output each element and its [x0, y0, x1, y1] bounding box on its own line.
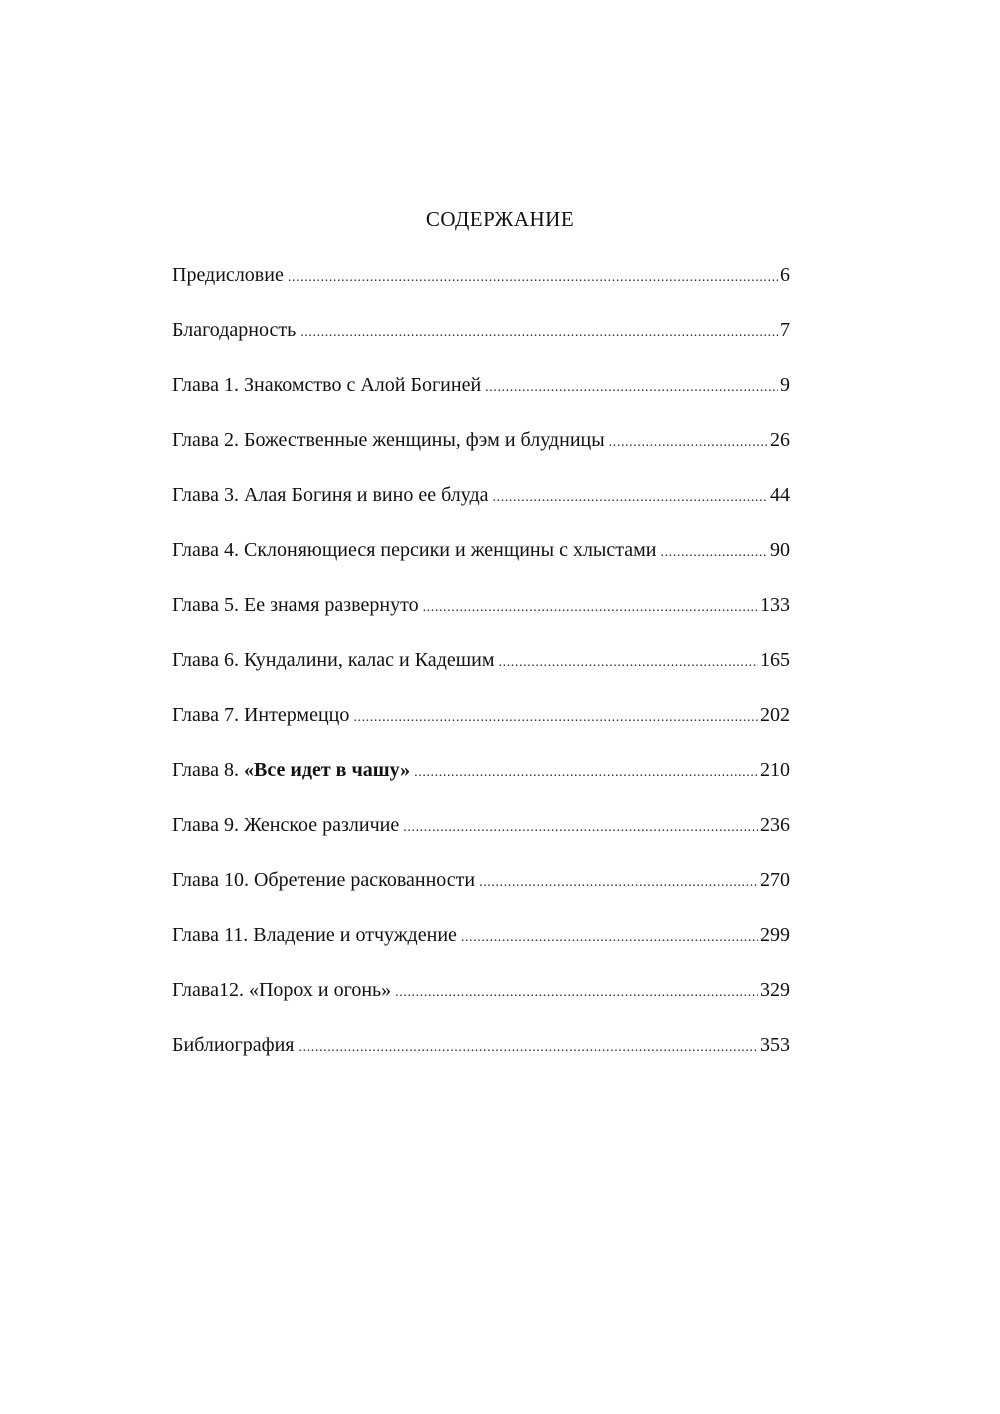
toc-entry-page: 6	[780, 264, 790, 286]
toc-entry-page: 270	[760, 869, 790, 891]
toc-entry	[172, 922, 790, 977]
toc-entry-label: Библиография	[172, 1034, 295, 1056]
toc-entry-label: Глава 8. «Все идет в чашу»	[172, 759, 411, 781]
toc-entry-bold-title: «Все идет в чашу»	[243, 759, 411, 781]
toc-entry	[172, 812, 790, 867]
toc-entry-page: 9	[780, 374, 790, 396]
toc-title: СОДЕРЖАНИЕ	[425, 207, 575, 231]
toc-entry-page: 7	[780, 319, 790, 341]
toc-entry	[172, 757, 790, 812]
toc-entry-page: 133	[760, 594, 790, 616]
toc-dot-leader	[461, 925, 758, 951]
toc-entry-label: Глава 1. Знакомство с Алой Богиней	[172, 374, 482, 396]
toc-entry-label: Глава 7. Интермеццо	[172, 704, 350, 726]
toc-entry-page: 165	[760, 649, 790, 671]
toc-entry-label: Глава 9. Женское различие	[172, 814, 400, 836]
toc-entry-page: 90	[770, 539, 790, 561]
toc-entry	[172, 372, 790, 427]
toc-dot-leader	[485, 375, 778, 401]
toc-entry-label: Глава12. «Порох и огонь»	[172, 979, 392, 1001]
toc-entry-label: Благодарность	[172, 319, 297, 341]
toc-entry	[172, 702, 790, 757]
toc-entry-page: 210	[760, 759, 790, 781]
toc-dot-leader	[479, 870, 758, 896]
toc-entry	[172, 262, 790, 317]
toc-list	[172, 262, 790, 1087]
toc-entry-label: Глава 6. Кундалини, калас и Кадешим	[172, 649, 495, 671]
toc-entry-page: 202	[760, 704, 790, 726]
toc-entry	[172, 592, 790, 647]
toc-entry-label: Глава 11. Владение и отчуждение	[172, 924, 457, 946]
toc-entry-page: 236	[760, 814, 790, 836]
toc-dot-leader	[353, 705, 758, 731]
toc-entry-page: 299	[760, 924, 790, 946]
toc-entry	[172, 317, 790, 372]
toc-dot-leader	[493, 485, 768, 511]
toc-dot-leader	[423, 595, 758, 621]
toc-entry-label: Предисловие	[172, 264, 284, 286]
toc-dot-leader	[403, 815, 758, 841]
toc-dot-leader	[288, 265, 778, 291]
toc-dot-leader	[299, 1035, 759, 1061]
toc-entry	[172, 427, 790, 482]
toc-dot-leader	[300, 320, 778, 346]
toc-dot-leader	[499, 650, 759, 676]
toc-dot-leader	[395, 980, 758, 1006]
toc-entry-page: 353	[760, 1034, 790, 1056]
toc-entry-label: Глава 10. Обретение раскованности	[172, 869, 476, 891]
toc-dot-leader	[660, 540, 768, 566]
toc-entry-page: 329	[760, 979, 790, 1001]
toc-dot-leader	[609, 430, 768, 456]
toc-entry	[172, 1032, 790, 1087]
toc-dot-leader	[414, 760, 758, 786]
toc-entry-page: 26	[770, 429, 790, 451]
toc-entry-page: 44	[770, 484, 790, 506]
toc-entry-label: Глава 2. Божественные женщины, фэм и блудницы	[172, 429, 605, 451]
toc-entry	[172, 867, 790, 922]
toc-entry	[172, 537, 790, 592]
toc-entry-label: Глава 5. Ее знамя развернуто	[172, 594, 419, 616]
toc-entry	[172, 977, 790, 1032]
toc-entry	[172, 482, 790, 537]
toc-entry-label: Глава 4. Склоняющиеся персики и женщины с хлыстами	[172, 539, 657, 561]
toc-entry-label: Глава 3. Алая Богиня и вино ее блуда	[172, 484, 489, 506]
toc-entry	[172, 647, 790, 702]
